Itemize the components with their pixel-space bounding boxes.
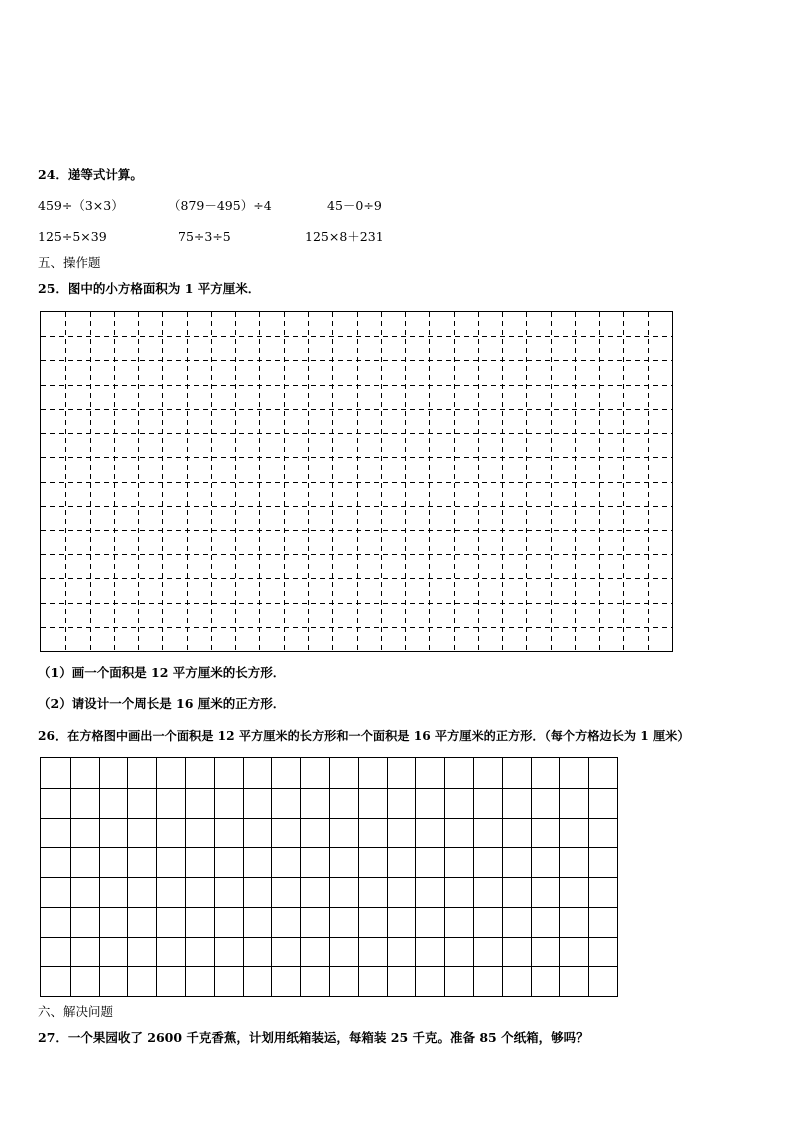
q26-solid-grid[interactable]	[40, 757, 618, 997]
q25-grid-lines	[41, 312, 672, 651]
q24-expr-3: 45－0÷9	[327, 198, 382, 213]
q24-title: 24．递等式计算。	[38, 167, 143, 182]
section5-title: 五、操作题	[38, 255, 101, 270]
q26-title: 26．在方格图中画出一个面积是 12 平方厘米的长方形和一个面积是 16 平方厘米的正方形．（每个方格边长为 1 厘米）	[38, 729, 690, 743]
q25-title: 25．图中的小方格面积为 1 平方厘米．	[38, 281, 261, 296]
q24-expr-4: 125÷5×39	[38, 229, 107, 244]
q24-expr-2: （879－495）÷4	[168, 198, 272, 213]
q26-grid-lines	[41, 758, 617, 996]
q25-sub1: （1）画一个面积是 12 平方厘米的长方形．	[38, 665, 286, 680]
q24-expr-6: 125×8＋231	[305, 229, 384, 244]
q25-dashed-grid[interactable]	[40, 311, 673, 652]
q24-expr-5: 75÷3÷5	[178, 229, 231, 244]
section6-title: 六、解决问题	[38, 1004, 114, 1019]
q25-sub2: （2）请设计一个周长是 16 厘米的正方形．	[38, 696, 286, 711]
q27-title: 27．一个果园收了 2600 千克香蕉，计划用纸箱装运，每箱装 25 千克。准备 85 个纸箱，够吗？	[38, 1030, 589, 1045]
q24-expr-1: 459÷（3×3）	[38, 198, 124, 213]
